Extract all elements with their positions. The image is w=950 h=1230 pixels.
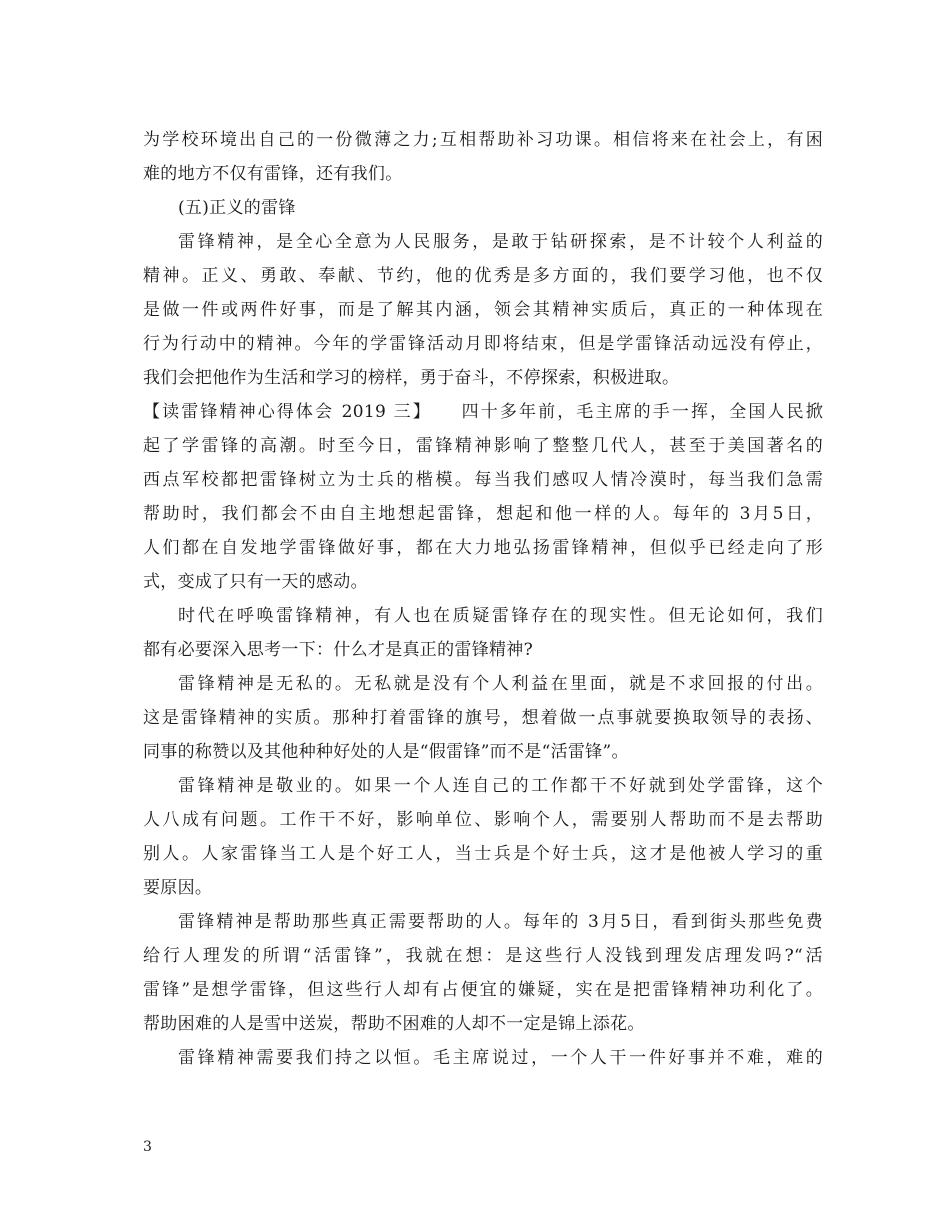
text-line: 西点军校都把雷锋树立为士兵的楷模。每当我们感叹人情冷漠时，每当我们急需 — [143, 470, 823, 490]
text-line: 都有必要深入思考一下：什么才是真正的雷锋精神? — [143, 640, 534, 660]
text-line: 人八成有问题。工作干不好，影响单位、影响个人，需要别人帮助而不是去帮助 — [143, 810, 823, 830]
text-line: 雷锋精神是无私的。无私就是没有个人利益在里面，就是不求回报的付出。 — [178, 674, 823, 694]
text-line: 帮助困难的人是雪中送炭，帮助不困难的人却不一定是锦上添花。 — [143, 1014, 645, 1034]
text-line: 别人。人家雷锋当工人是个好工人，当士兵是个好士兵，这才是他被人学习的重 — [143, 844, 823, 864]
text-line: 帮助时，我们都会不由自主地想起雷锋，想起和他一样的人。每年的 3月5日， — [143, 504, 823, 524]
text-line: 行为行动中的精神。今年的学雷锋活动月即将结束，但是学雷锋活动远没有停止， — [143, 334, 823, 354]
text-line: 雷锋精神是帮助那些真正需要帮助的人。每年的 3月5日，看到街头那些免费 — [178, 912, 823, 932]
text-line: 雷锋精神，是全心全意为人民服务，是敢于钻研探索，是不计较个人利益的 — [178, 232, 823, 252]
text-line: 这是雷锋精神的实质。那种打着雷锋的旗号，想着做一点事就要换取领导的表扬、 — [143, 708, 823, 728]
text-line: 雷锋”是想学雷锋，但这些行人却有占便宜的嫌疑，实在是把雷锋精神功利化了。 — [143, 980, 823, 1000]
text-line: 起了学雷锋的高潮。时至今日，雷锋精神影响了整整几代人，甚至于美国著名的 — [143, 436, 823, 456]
section-heading: (五)正义的雷锋 — [178, 198, 296, 218]
text-line: 给行人理发的所谓“活雷锋”，我就在想：是这些行人没钱到理发店理发吗?“活 — [143, 946, 823, 966]
text-line: 精神。正义、勇敢、奉献、节约，他的优秀是多方面的，我们要学习他，也不仅 — [143, 266, 823, 286]
text-line: 【读雷锋精神心得体会 2019 三】 四十多年前，毛主席的手一挥，全国人民掀 — [143, 402, 823, 422]
text-line: 为学校环境出自己的一份微薄之力;互相帮助补习功课。相信将来在社会上，有困 — [143, 130, 823, 150]
text-line: 我们会把他作为生活和学习的榜样，勇于奋斗，不停探索，积极进取。 — [143, 368, 680, 388]
text-line: 雷锋精神需要我们持之以恒。毛主席说过，一个人干一件好事并不难，难的 — [178, 1048, 823, 1068]
text-line: 同事的称赞以及其他种种好处的人是“假雷锋”而不是“活雷锋”。 — [143, 742, 629, 762]
text-line: 雷锋精神是敬业的。如果一个人连自己的工作都干不好就到处学雷锋，这个 — [178, 776, 823, 796]
text-line: 难的地方不仅有雷锋，还有我们。 — [143, 164, 403, 184]
text-line: 要原因。 — [143, 878, 213, 898]
text-line: 人们都在自发地学雷锋做好事，都在大力地弘扬雷锋精神，但似乎已经走向了形 — [143, 538, 823, 558]
text-line: 时代在呼唤雷锋精神，有人也在质疑雷锋存在的现实性。但无论如何，我们 — [178, 606, 823, 626]
text-line: 式，变成了只有一天的感动。 — [143, 572, 368, 592]
page-number: 3 — [143, 1139, 152, 1155]
text-line: 是做一件或两件好事，而是了解其内涵，领会其精神实质后，真正的一种体现在 — [143, 300, 823, 320]
